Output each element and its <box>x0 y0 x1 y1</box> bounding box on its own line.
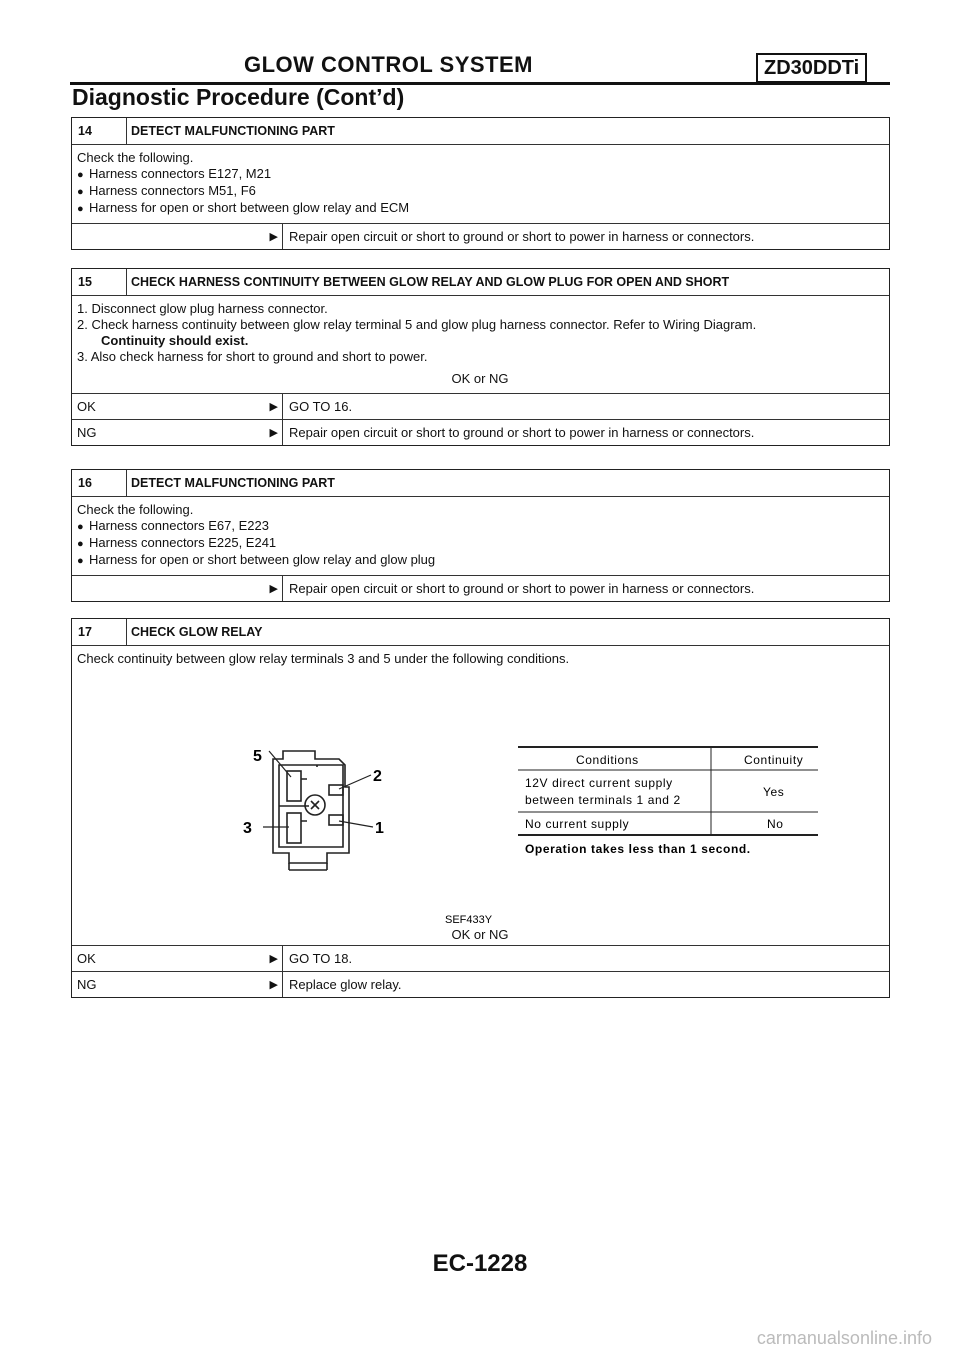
relay-diagram <box>77 667 883 927</box>
step-header <box>72 470 889 496</box>
step-number: 15 <box>72 269 127 295</box>
result-action: Repair open circuit or short to ground or short to power in harness or connectors. <box>282 420 754 445</box>
result-label: NG <box>77 977 97 992</box>
result-label: OK <box>77 951 96 966</box>
bullet-icon: ● <box>77 186 84 198</box>
step-body <box>72 295 889 393</box>
result-label: OK <box>77 399 96 414</box>
list-item: ● Harness for open or short between glow relay and ECM <box>77 200 410 215</box>
result-row-ok <box>72 945 889 971</box>
conditions-table <box>518 747 818 856</box>
table-cell: between terminals 1 and 2 <box>525 793 681 807</box>
table-header: Conditions <box>576 753 639 767</box>
watermark: carmanualsonline.info <box>756 1328 932 1348</box>
arrow-right-icon: ▶ <box>269 953 278 965</box>
list-item: ● Harness connectors E127, M21 <box>77 166 272 181</box>
step-title: DETECT MALFUNCTIONING PART <box>131 124 335 138</box>
procedure-line: 2. Check harness continuity between glow relay terminal 5 and glow plug harness connector. Refer to Wiring Diagram. <box>77 317 757 332</box>
list-item: ● Harness connectors E67, E223 <box>77 518 269 533</box>
list-item: ● Harness connectors M51, F6 <box>77 183 256 198</box>
section-title: GLOW CONTROL SYSTEM <box>244 52 533 77</box>
step-intro: Check the following. <box>77 502 194 517</box>
step-body <box>72 645 889 945</box>
result-action: Repair open circuit or short to ground or short to power in harness or connectors. <box>282 224 754 249</box>
table-cell: Yes <box>763 785 785 799</box>
arrow-right-icon: ▶ <box>269 231 278 243</box>
table-cell: 12V direct current supply <box>525 776 673 790</box>
figure-id: SEF433Y <box>445 914 493 926</box>
bullet-icon: ● <box>77 538 84 550</box>
step-title: CHECK HARNESS CONTINUITY BETWEEN GLOW RELAY AND GLOW PLUG FOR OPEN AND SHORT <box>131 275 730 289</box>
arrow-right-icon: ▶ <box>269 583 278 595</box>
step-intro: Check continuity between glow relay terminals 3 and 5 under the following conditions. <box>77 651 570 666</box>
list-item: ● Harness connectors E225, E241 <box>77 535 277 550</box>
spec-line: Continuity should exist. <box>101 333 249 348</box>
result-row-ng <box>72 419 889 445</box>
page-number: EC-1228 <box>432 1250 528 1277</box>
procedure-line: 3. Also check harness for short to ground and short to power. <box>77 349 428 364</box>
step-15 <box>71 268 890 446</box>
step-header <box>72 269 889 295</box>
step-16 <box>71 469 890 602</box>
result-row <box>72 223 889 249</box>
bullet-icon: ● <box>77 203 84 215</box>
table-cell: No <box>767 817 784 831</box>
terminal-label: 5 <box>253 748 262 765</box>
step-title: DETECT MALFUNCTIONING PART <box>131 476 335 490</box>
step-body <box>72 496 889 575</box>
result-label: NG <box>77 425 97 440</box>
result-row-ng <box>72 971 889 997</box>
model-badge: ZD30DDTi <box>756 53 867 83</box>
ok-ng-question: OK or NG <box>451 371 509 386</box>
bullet-icon: ● <box>77 169 84 181</box>
table-header: Continuity <box>744 753 804 767</box>
bullet-icon: ● <box>77 555 84 567</box>
terminal-label: 1 <box>375 820 384 837</box>
terminal-label: 2 <box>373 768 382 785</box>
table-note: Operation takes less than 1 second. <box>525 842 751 856</box>
step-header <box>72 118 889 144</box>
step-number: 14 <box>72 118 127 144</box>
step-number: 17 <box>72 619 127 645</box>
step-number: 16 <box>72 470 127 496</box>
result-row-ok <box>72 393 889 419</box>
step-header <box>72 619 889 645</box>
arrow-right-icon: ▶ <box>269 401 278 413</box>
result-row <box>72 575 889 601</box>
arrow-right-icon: ▶ <box>269 427 278 439</box>
table-cell: No current supply <box>525 817 630 831</box>
relay-figure <box>77 667 882 927</box>
step-17 <box>71 618 890 998</box>
result-action: GO TO 16. <box>282 394 352 419</box>
page-subtitle: Diagnostic Procedure (Cont’d) <box>72 84 405 110</box>
arrow-right-icon: ▶ <box>269 979 278 991</box>
step-body <box>72 144 889 223</box>
step-title: CHECK GLOW RELAY <box>131 625 263 639</box>
procedure-line: 1. Disconnect glow plug harness connector. <box>77 301 328 316</box>
step-14 <box>71 117 890 250</box>
list-item: ● Harness for open or short between glow relay and glow plug <box>77 552 436 567</box>
terminal-label: 3 <box>243 820 252 837</box>
ok-ng-question: OK or NG <box>451 927 509 942</box>
result-action: Replace glow relay. <box>282 972 401 997</box>
result-action: Repair open circuit or short to ground or short to power in harness or connectors. <box>282 576 754 601</box>
step-intro: Check the following. <box>77 150 194 165</box>
result-action: GO TO 18. <box>282 946 352 971</box>
bullet-icon: ● <box>77 521 84 533</box>
